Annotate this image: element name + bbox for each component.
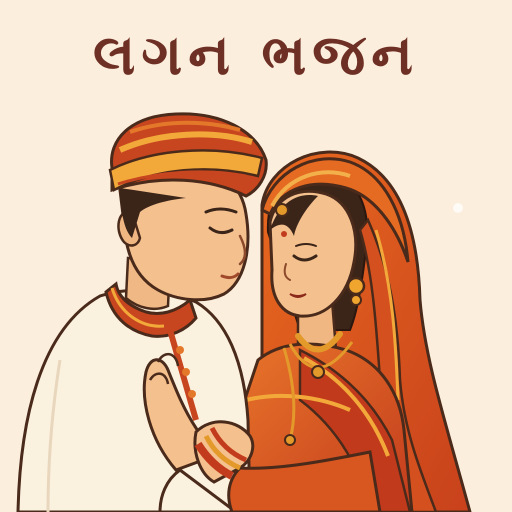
bindi-icon — [281, 231, 287, 237]
page-title: લગન ભજન — [93, 23, 419, 88]
sparkle-dot — [453, 203, 463, 213]
maang-tikka-icon — [276, 204, 288, 216]
earring-icon — [348, 278, 364, 294]
sherwani-button — [176, 346, 184, 354]
